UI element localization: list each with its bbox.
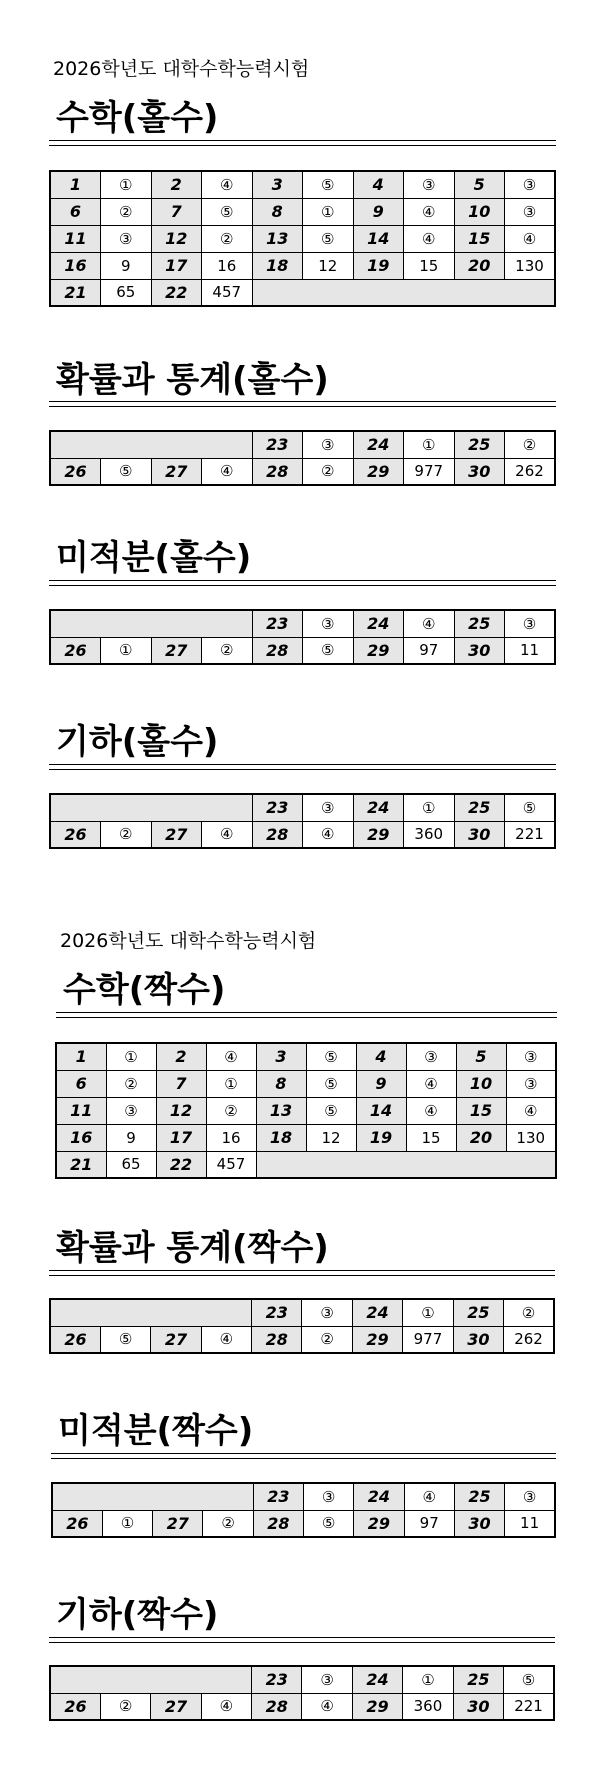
question-number: 12	[156, 1097, 206, 1124]
answer-value: ①	[101, 171, 152, 198]
question-number: 24	[352, 1666, 402, 1693]
empty-cell	[50, 431, 252, 458]
answer-value: ①	[102, 1510, 152, 1537]
answer-table-prob-odd	[49, 430, 556, 486]
answer-value: 15	[406, 1124, 456, 1151]
table-row	[50, 1693, 554, 1720]
section-title-prob-even: 확률과 통계(짝수)	[56, 1228, 329, 1268]
answer-value: 221	[504, 1693, 554, 1720]
section-title-geom-odd: 기하(홀수)	[56, 722, 219, 762]
answer-value: ⑤	[303, 225, 354, 252]
answer-value: ①	[404, 431, 455, 458]
answer-value: 12	[303, 252, 354, 279]
answer-value: ④	[206, 1043, 256, 1070]
answer-value: 16	[202, 252, 253, 279]
question-number: 5	[454, 171, 505, 198]
title-rule	[49, 1270, 555, 1276]
answer-value: ④	[201, 1326, 251, 1353]
title-rule	[49, 140, 556, 146]
question-number: 25	[454, 431, 505, 458]
answer-value: ④	[303, 821, 354, 848]
answer-value: ③	[505, 198, 556, 225]
question-number: 18	[256, 1124, 306, 1151]
answer-value: 11	[505, 1510, 555, 1537]
question-number: 30	[453, 1326, 503, 1353]
answer-value: ④	[404, 225, 455, 252]
question-number: 14	[353, 225, 404, 252]
question-number: 25	[454, 1483, 504, 1510]
answer-value: ③	[505, 1483, 555, 1510]
answer-value: 15	[404, 252, 455, 279]
question-number: 15	[454, 225, 505, 252]
answer-value: 977	[404, 458, 455, 485]
question-number: 1	[56, 1043, 106, 1070]
table-row	[52, 1483, 555, 1510]
answer-value: 457	[202, 279, 253, 306]
question-number: 8	[256, 1070, 306, 1097]
question-number: 7	[156, 1070, 206, 1097]
table-row	[50, 1666, 554, 1693]
answer-value: ③	[506, 1070, 556, 1097]
question-number: 28	[252, 458, 303, 485]
question-number: 6	[50, 198, 101, 225]
empty-cell	[50, 794, 252, 821]
question-number: 3	[256, 1043, 306, 1070]
question-number: 24	[353, 794, 404, 821]
question-number: 3	[252, 171, 303, 198]
question-number: 24	[352, 1299, 402, 1326]
answer-value: ③	[303, 794, 354, 821]
answer-value: 130	[505, 252, 556, 279]
table-row	[50, 252, 555, 279]
question-number: 11	[50, 225, 101, 252]
empty-cell	[252, 279, 555, 306]
question-number: 19	[356, 1124, 406, 1151]
question-number: 10	[456, 1070, 506, 1097]
empty-cell	[50, 610, 252, 637]
answer-value: ⑤	[101, 458, 152, 485]
table-row	[50, 794, 555, 821]
title-rule	[49, 764, 556, 770]
answer-value: ②	[504, 1299, 554, 1326]
answer-value: ②	[106, 1070, 156, 1097]
answer-value: ④	[406, 1097, 456, 1124]
question-number: 8	[252, 198, 303, 225]
answer-table-prob-even	[49, 1298, 555, 1354]
answer-value: ⑤	[306, 1043, 356, 1070]
answer-value: ④	[404, 1483, 454, 1510]
answer-value: 360	[403, 1693, 453, 1720]
table-row	[50, 279, 555, 306]
answer-value: ③	[303, 1483, 353, 1510]
question-number: 26	[50, 1693, 100, 1720]
answer-value: ②	[303, 458, 354, 485]
answer-value: ④	[202, 821, 253, 848]
answer-value: 11	[505, 637, 556, 664]
answer-value: ①	[404, 794, 455, 821]
question-number: 16	[56, 1124, 106, 1151]
table-row	[50, 431, 555, 458]
title-rule	[56, 1012, 557, 1018]
question-number: 12	[151, 225, 202, 252]
answer-value: 457	[206, 1151, 256, 1178]
question-number: 28	[252, 637, 303, 664]
answer-value: ④	[201, 1693, 251, 1720]
question-number: 30	[454, 458, 505, 485]
section-title-common-even: 수학(짝수)	[63, 970, 226, 1010]
question-number: 1	[50, 171, 101, 198]
question-number: 13	[252, 225, 303, 252]
question-number: 28	[252, 821, 303, 848]
question-number: 23	[252, 431, 303, 458]
answer-table-calc-even	[51, 1482, 556, 1538]
question-number: 21	[56, 1151, 106, 1178]
question-number: 29	[353, 637, 404, 664]
answer-value: ③	[506, 1043, 556, 1070]
empty-cell	[256, 1151, 556, 1178]
question-number: 23	[253, 1483, 303, 1510]
answer-value: ③	[406, 1043, 456, 1070]
answer-value: ⑤	[306, 1097, 356, 1124]
section-title-geom-even: 기하(짝수)	[56, 1595, 219, 1635]
question-number: 29	[353, 458, 404, 485]
question-number: 30	[454, 637, 505, 664]
table-row	[50, 821, 555, 848]
table-row	[50, 610, 555, 637]
answer-value: ④	[202, 171, 253, 198]
question-number: 15	[456, 1097, 506, 1124]
question-number: 5	[456, 1043, 506, 1070]
question-number: 10	[454, 198, 505, 225]
question-number: 23	[252, 1666, 302, 1693]
table-row	[52, 1510, 555, 1537]
question-number: 22	[151, 279, 202, 306]
table-row	[50, 225, 555, 252]
answer-value: ②	[202, 637, 253, 664]
answer-table-common-even	[55, 1042, 557, 1179]
table-row	[56, 1151, 556, 1178]
answer-value: 9	[101, 252, 152, 279]
title-rule	[49, 1637, 555, 1643]
answer-value: ⑤	[505, 794, 556, 821]
question-number: 13	[256, 1097, 306, 1124]
answer-table-geom-odd	[49, 793, 556, 849]
answer-value: ④	[506, 1097, 556, 1124]
question-number: 29	[353, 821, 404, 848]
answer-value: ①	[403, 1666, 453, 1693]
question-number: 24	[354, 1483, 404, 1510]
question-number: 29	[352, 1693, 402, 1720]
question-number: 26	[50, 821, 101, 848]
question-number: 2	[151, 171, 202, 198]
answer-value: ②	[101, 198, 152, 225]
answer-value: ④	[505, 225, 556, 252]
question-number: 23	[252, 610, 303, 637]
answer-value: ①	[403, 1299, 453, 1326]
question-number: 6	[56, 1070, 106, 1097]
table-row	[56, 1070, 556, 1097]
answer-value: ⑤	[504, 1666, 554, 1693]
answer-value: ⑤	[202, 198, 253, 225]
question-number: 27	[153, 1510, 203, 1537]
table-row	[56, 1124, 556, 1151]
table-row	[50, 171, 555, 198]
question-number: 28	[252, 1693, 302, 1720]
question-number: 4	[356, 1043, 406, 1070]
title-rule	[51, 1453, 556, 1459]
question-number: 27	[151, 637, 202, 664]
answer-value: ③	[404, 171, 455, 198]
question-number: 24	[353, 431, 404, 458]
answer-value: 97	[404, 637, 455, 664]
question-number: 4	[353, 171, 404, 198]
exam-title: 2026학년도 대학수학능력시험	[60, 930, 317, 952]
answer-table-common-odd	[49, 170, 556, 307]
question-number: 23	[252, 794, 303, 821]
answer-value: ④	[404, 198, 455, 225]
table-row	[50, 458, 555, 485]
answer-value: ③	[505, 171, 556, 198]
answer-table-geom-even	[49, 1665, 555, 1721]
title-rule	[49, 580, 556, 586]
answer-value: 65	[106, 1151, 156, 1178]
question-number: 26	[50, 637, 101, 664]
table-row	[50, 1326, 554, 1353]
answer-value: ⑤	[303, 1510, 353, 1537]
answer-value: 97	[404, 1510, 454, 1537]
answer-value: ③	[303, 610, 354, 637]
question-number: 27	[151, 1693, 201, 1720]
answer-value: ⑤	[303, 171, 354, 198]
title-rule	[49, 401, 556, 407]
question-number: 17	[156, 1124, 206, 1151]
table-row	[50, 198, 555, 225]
question-number: 17	[151, 252, 202, 279]
answer-value: ①	[303, 198, 354, 225]
answer-value: ②	[302, 1326, 352, 1353]
answer-value: 9	[106, 1124, 156, 1151]
answer-value: 16	[206, 1124, 256, 1151]
answer-value: 65	[101, 279, 152, 306]
question-number: 26	[52, 1510, 102, 1537]
answer-table-calc-odd	[49, 609, 556, 665]
answer-value: ②	[505, 431, 556, 458]
answer-value: 262	[505, 458, 556, 485]
answer-value: ②	[202, 225, 253, 252]
answer-value: ②	[203, 1510, 253, 1537]
answer-value: ③	[106, 1097, 156, 1124]
answer-value: ⑤	[306, 1070, 356, 1097]
question-number: 30	[454, 1510, 504, 1537]
section-title-calc-odd: 미적분(홀수)	[56, 538, 252, 578]
section-title-calc-even: 미적분(짝수)	[58, 1411, 254, 1451]
question-number: 27	[151, 458, 202, 485]
question-number: 25	[454, 794, 505, 821]
answer-value: ①	[106, 1043, 156, 1070]
empty-cell	[50, 1299, 252, 1326]
answer-value: ④	[202, 458, 253, 485]
question-number: 20	[454, 252, 505, 279]
empty-cell	[50, 1666, 252, 1693]
answer-value: ③	[505, 610, 556, 637]
question-number: 18	[252, 252, 303, 279]
question-number: 20	[456, 1124, 506, 1151]
answer-value: 221	[505, 821, 556, 848]
question-number: 19	[353, 252, 404, 279]
answer-value: 130	[506, 1124, 556, 1151]
answer-value: 262	[504, 1326, 554, 1353]
answer-value: ④	[404, 610, 455, 637]
table-row	[56, 1043, 556, 1070]
table-row	[50, 637, 555, 664]
question-number: 9	[353, 198, 404, 225]
section-title-common-odd: 수학(홀수)	[56, 98, 219, 138]
answer-value: 977	[403, 1326, 453, 1353]
question-number: 30	[454, 821, 505, 848]
answer-value: ④	[406, 1070, 456, 1097]
question-number: 28	[253, 1510, 303, 1537]
question-number: 27	[151, 1326, 201, 1353]
question-number: 7	[151, 198, 202, 225]
question-number: 26	[50, 1326, 100, 1353]
question-number: 28	[252, 1326, 302, 1353]
answer-value: ②	[206, 1097, 256, 1124]
question-number: 25	[453, 1666, 503, 1693]
answer-value: ①	[206, 1070, 256, 1097]
table-row	[56, 1097, 556, 1124]
question-number: 29	[354, 1510, 404, 1537]
empty-cell	[52, 1483, 253, 1510]
question-number: 16	[50, 252, 101, 279]
question-number: 25	[453, 1299, 503, 1326]
answer-value: ②	[101, 821, 152, 848]
table-row	[50, 1299, 554, 1326]
question-number: 26	[50, 458, 101, 485]
question-number: 27	[151, 821, 202, 848]
question-number: 23	[252, 1299, 302, 1326]
answer-value: 360	[404, 821, 455, 848]
section-title-prob-odd: 확률과 통계(홀수)	[56, 360, 329, 400]
question-number: 29	[352, 1326, 402, 1353]
answer-value: ①	[101, 637, 152, 664]
question-number: 2	[156, 1043, 206, 1070]
answer-value: ③	[302, 1666, 352, 1693]
question-number: 14	[356, 1097, 406, 1124]
exam-title: 2026학년도 대학수학능력시험	[53, 58, 310, 80]
question-number: 11	[56, 1097, 106, 1124]
answer-value: ⑤	[100, 1326, 150, 1353]
question-number: 30	[453, 1693, 503, 1720]
answer-value: ②	[100, 1693, 150, 1720]
answer-value: ③	[302, 1299, 352, 1326]
answer-value: 12	[306, 1124, 356, 1151]
question-number: 22	[156, 1151, 206, 1178]
answer-value: ⑤	[303, 637, 354, 664]
answer-value: ③	[303, 431, 354, 458]
answer-value: ③	[101, 225, 152, 252]
question-number: 24	[353, 610, 404, 637]
question-number: 25	[454, 610, 505, 637]
question-number: 21	[50, 279, 101, 306]
question-number: 9	[356, 1070, 406, 1097]
answer-value: ④	[302, 1693, 352, 1720]
